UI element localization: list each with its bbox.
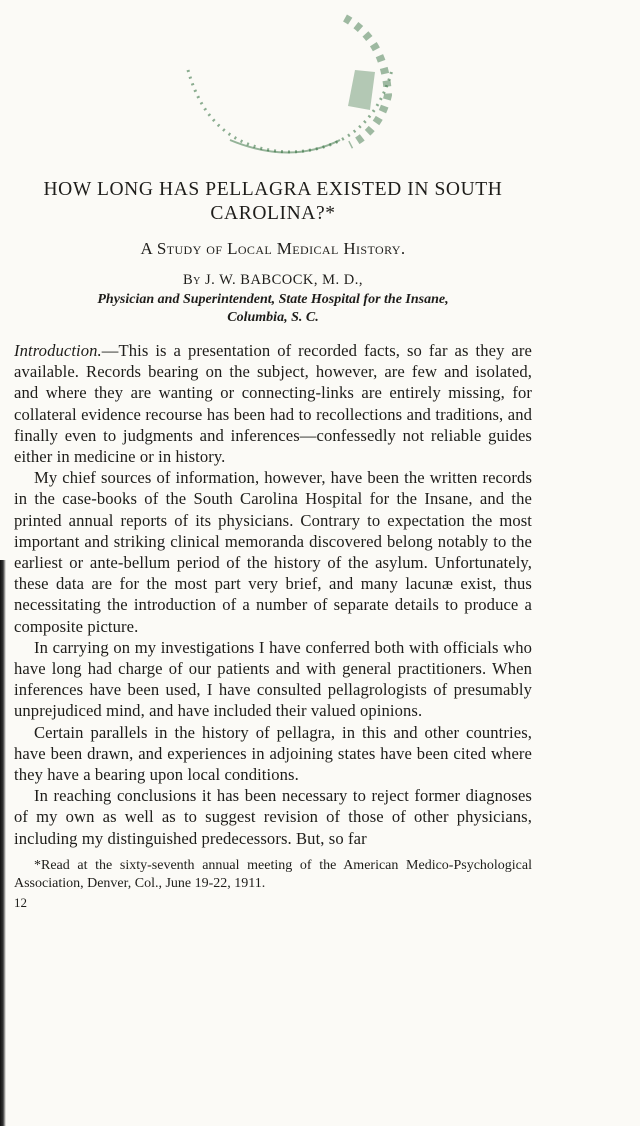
article-subtitle: A Study of Local Medical History. xyxy=(140,239,406,258)
body-paragraph: In carrying on my investigations I have conferred both with officials who have long had charge of our patients and with general practitioners. When inferences have been used, I have consulted pellagrologists of presumably unprejudiced mind, and have included their valued opinions. xyxy=(14,637,532,721)
document-page xyxy=(14,178,532,911)
author-byline xyxy=(14,272,532,289)
body-paragraph: Certain parallels in the history of pellagra, in this and other countries, have been drawn, and experiences in adjoining states have been cited where they have a bearing upon local conditions. xyxy=(14,722,532,785)
body-paragraph: My chief sources of information, however, have been the written records in the case-books of the South Carolina Hospital for the Insane, and the printed annual reports of its physicians. Contrary to expectation the most important and striking clinical memoranda discovered belong notably to the earliest or ante-bellum period of the history of the asylum. Unfortunately, these data are for the most part very brief, and many lacunæ exist, thus necessitating the introduction of a number of separate details to produce a composite picture. xyxy=(14,468,532,636)
author-name: J. W. BABCOCK, M. D., xyxy=(205,272,363,288)
author-affiliation xyxy=(14,291,532,327)
affiliation-line-1: Physician and Superintendent, State Hospital for the Insane, xyxy=(97,292,449,307)
binding-edge xyxy=(0,560,6,1126)
page-number: 12 xyxy=(14,894,27,910)
article-body xyxy=(14,340,532,849)
byline-prefix: By xyxy=(183,272,201,288)
intro-text: —This is a presentation of recorded facts, so far as they are available. Records bearing on the subject, however, are few and isolated, and where they are wanting or connecting-links are entirely missing, for collateral evidence recourse has been had to recollections and traditions, and finally even to judgments and inferences—confessedly not reliable guides either in medicine or in history. xyxy=(14,341,532,467)
affiliation-line-2: Columbia, S. C. xyxy=(227,310,319,325)
article-title: HOW LONG HAS PELLAGRA EXISTED IN SOUTH CAROLINA?* xyxy=(43,179,503,224)
intro-paragraph xyxy=(14,340,532,467)
footnote: *Read at the sixty-seventh annual meeting of the American Medico-Psychological Association, Denver, Col., June 19-22, 1911. xyxy=(14,857,532,891)
library-stamp xyxy=(170,0,410,160)
body-paragraph: In reaching conclusions it has been necessary to reject former diagnoses of my own as well as to suggest revision of those of other physicians, including my distinguished predecessors. But, so far xyxy=(14,786,532,848)
intro-lead: Introduction. xyxy=(14,341,102,360)
